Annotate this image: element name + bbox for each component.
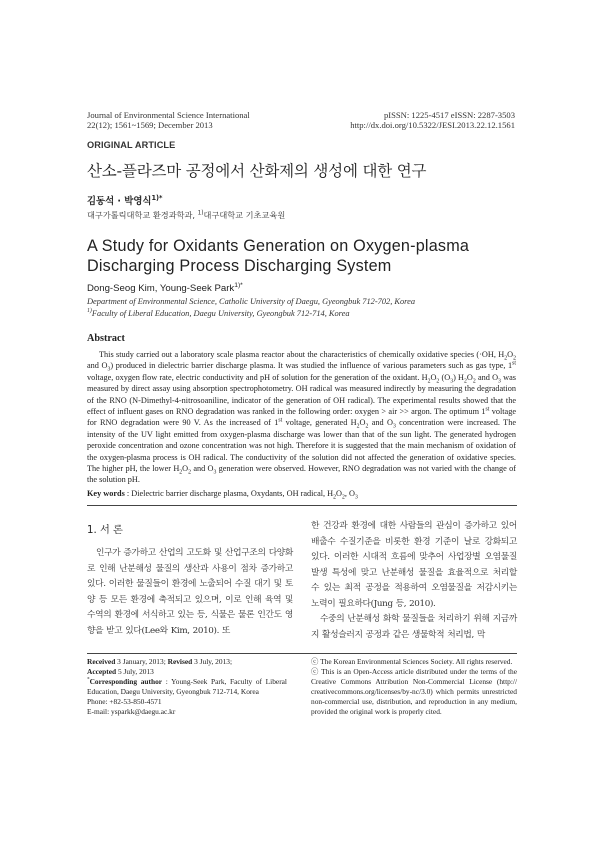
accepted-line xyxy=(87,667,287,677)
english-affiliation-1: Department of Environmental Science, Catholic University of Daegu, Gyeongbuk 712-702, Korea xyxy=(87,297,416,306)
abstract-t12: and O xyxy=(475,372,499,382)
abstract-t19: and O xyxy=(368,418,393,428)
journal-header xyxy=(87,110,327,131)
abstract-sub: 3 xyxy=(450,378,454,385)
abstract-sup: st xyxy=(278,417,283,424)
english-author-names: Dong-Seog Kim, Young-Seek Park xyxy=(87,283,235,294)
abstract-t18: O xyxy=(359,418,366,428)
journal-identifiers xyxy=(300,110,515,131)
abstract-heading: Abstract xyxy=(87,333,125,344)
received-date: 3 January, 2013; xyxy=(115,657,168,666)
keywords-text-a: Dielectric barrier discharge plasma, Oxydants, OH radical, H xyxy=(131,489,334,498)
body-right-paragraph-1: 한 건강과 환경에 대한 사람들의 관심이 증가하고 있어 배출수 수질기준을 비롯한 환경 기준이 날로 강화되고 있다. 이러한 시대적 흐름에 맞추어 사업장별 오염물질 발생 특성에 맞고 난분해성 물질을 효율적으로 처리할 수 있는 최적 공정을 적용하여 오염물질을 저감시키는 노력이 필요하다(Jung 등, 2010). xyxy=(311,521,517,609)
abstract-sub: 3 xyxy=(498,378,501,385)
corresponding-author xyxy=(87,677,287,697)
abstract-t13: was measured by direct assay using absorption spectrophotometry. OH radical was measured indirectly by measuring the degradation of the RNO (N-Dimethyl-4-nitrosoaniline, indicator of the generation of OH radical). The experimental results showed that the effect of influent gases on RNO degradation was ranked in the following order: oxygen > air >> argon. The optimum 1 xyxy=(87,372,516,417)
english-authors xyxy=(87,283,243,294)
korean-affiliation-sup: 1) xyxy=(197,210,204,217)
abstract-sub: 2 xyxy=(464,378,467,385)
keywords-text-b: O xyxy=(336,489,342,498)
abstract-sub: 2 xyxy=(356,424,360,431)
english-affiliations xyxy=(87,296,527,321)
body-right-paragraph-2: 수중의 난분해성 화학 물질들을 처리하기 위해 지금까지 활성슬러지 공정과 같은 생물학적 처리법, 막 xyxy=(311,614,517,640)
issn: pISSN: 1225-4517 eISSN: 2287-3503 xyxy=(383,110,515,120)
abstract-t22: and O xyxy=(191,464,214,474)
abstract-t11: O xyxy=(466,372,473,382)
keywords-label: Key words xyxy=(87,489,125,498)
abstract-t2: ·OH, H xyxy=(479,350,505,359)
corr-label: Corresponding author xyxy=(89,676,163,686)
revised-label: Revised xyxy=(167,657,193,666)
abstract-sub: 2 xyxy=(504,355,508,362)
footnote-divider xyxy=(87,653,517,654)
abstract-sub: 2 xyxy=(513,355,516,362)
keywords xyxy=(87,489,516,501)
phone: Phone: +82-53-850-4571 xyxy=(87,696,162,706)
journal-name: Journal of Environmental Science International xyxy=(87,110,250,120)
abstract-sub: 2 xyxy=(179,469,183,476)
abstract-t10: ) H xyxy=(453,372,465,382)
abstract-sub: 2 xyxy=(188,469,192,476)
abstract-t3: O xyxy=(507,350,514,359)
korean-affiliation xyxy=(87,210,285,221)
abstract-t20: concentration were increased. The intensity of the UV light emitted from oxygen-plasma discharge was lower than that of the sun light. The generated hydrogen peroxide concentration and ozone concentration was not high. Therefore it is suggested that the main mechanism of oxidation of the oxygen-plasma process is OH radical. The conductivity of the solution did not affected the generation of oxidative species. The higher pH, the lower H xyxy=(87,418,516,474)
accepted-label: Accepted xyxy=(87,666,117,676)
abstract-sup: st xyxy=(485,406,490,413)
abstract-t4: and O xyxy=(87,361,108,371)
english-author-sup: 1)* xyxy=(234,281,243,289)
abstract-sub: 2 xyxy=(472,378,476,385)
keywords-sep: : xyxy=(124,489,132,498)
keywords-text-c: , O xyxy=(344,489,355,498)
journal-issue: 22(12); 1561~1569; December 2013 xyxy=(87,120,213,131)
abstract-t7: voltage, oxygen flow rate, electric conductivity and pH of solution for the generation of the oxidant. H xyxy=(87,372,428,382)
keywords-sub: 2 xyxy=(342,494,345,501)
korean-author-names: 김동석 · 박영식 xyxy=(87,196,152,207)
abstract-sub: 2 xyxy=(427,378,431,385)
received-line xyxy=(87,657,287,667)
abstract-sub: 2 xyxy=(436,378,440,385)
abstract-sub: 3 xyxy=(392,424,396,431)
korean-authors xyxy=(87,193,162,207)
doi-link[interactable]: http://dx.doi.org/10.5322/JESI.2013.22.12.1561 xyxy=(350,120,515,131)
abstract-body xyxy=(87,349,516,486)
copyright: ⓒ The Korean Environmental Sciences Society. All rights reserved. xyxy=(311,657,513,666)
english-title: A Study for Oxidants Generation on Oxygen-plasma Discharging Process Discharging System xyxy=(87,237,470,275)
english-affiliation-2-text: Faculty of Liberal Education, Daegu University, Gyeongbuk 712-714, Korea xyxy=(91,309,350,319)
english-affiliation-2 xyxy=(87,308,527,320)
abstract-t17: voltage, generated H xyxy=(282,418,357,428)
keywords-sub: 2 xyxy=(333,494,337,501)
corr-text: : Young-Seek Park, Faculty of Liberal Education, Daegu University, Gyeongbuk 712-714, Korea xyxy=(87,676,287,696)
korean-affiliation-b: 대구대학교 기초교육원 xyxy=(203,210,286,220)
abstract-sup: st xyxy=(512,360,517,367)
korean-affiliation-a: 대구가톨릭대학교 환경과학과, xyxy=(87,210,198,220)
korean-title: 산소-플라즈마 공정에서 산화제의 생성에 대한 연구 xyxy=(87,162,427,180)
abstract-t23: generation were observed. However, RNO degradation was not varied with the change of the solution pH. xyxy=(87,464,516,485)
korean-author-sup: 1)* xyxy=(151,193,163,202)
abstract-divider xyxy=(87,505,517,506)
abstract-sub: 3 xyxy=(213,469,217,476)
section-heading: 1. 서 론 xyxy=(87,525,123,536)
abstract-t21: O xyxy=(182,464,189,474)
corr-sup: * xyxy=(87,676,90,683)
received-label: Received xyxy=(87,657,116,666)
footnote-left xyxy=(87,657,287,716)
abstract-t5: ) produced in dielectric barrier discharge plasma. It was studied the influence of various parameters such as gas type, 1 xyxy=(110,361,513,371)
english-affiliation-2-sup: 1) xyxy=(87,308,92,315)
abstract-sub: 2 xyxy=(365,424,369,431)
abstract-t8: O xyxy=(430,372,437,382)
body-left-paragraph: 인구가 증가하고 산업의 고도화 및 산업구조의 다양화로 인해 난분해성 물질의 생산과 사용이 점차 증가하고 있다. 이러한 물질들이 환경에 노출되어 수질 대기 및 토양 등 모든 환경에 축적되고 있으며, 이로 인해 육역 및 수역의 환경에 서식하고 있는 등, 식물은 물론 인간도 영향을 받고 있다(Lee와 Kim, 2010). 또 xyxy=(87,548,293,636)
revised-date: 3 July, 2013; xyxy=(192,657,233,666)
license: ⓒ This is an Open-Access article distributed under the terms of the Creative Commons Attribution Non-Commercial License (http:// creativecommons.org/licenses/by-nc/3.0) which permits unrestricted non-commercial use, distribution, and reproduction in any medium, provided the original work is properly cited. xyxy=(311,666,517,716)
accepted-date: 5 July, 2013 xyxy=(116,666,154,676)
footnote-right xyxy=(311,657,517,716)
article-type: ORIGINAL ARTICLE xyxy=(87,140,176,150)
abstract-t1: This study carried out a laboratory scale plasma reactor about the characteristics of chemically oxidative species ( xyxy=(99,350,480,359)
keywords-sub: 3 xyxy=(354,494,358,501)
email-link[interactable]: E-mail: ysparkk@daegu.ac.kr xyxy=(87,706,176,716)
abstract-sub: 3 xyxy=(107,367,111,374)
abstract-t8b: (O xyxy=(439,372,451,382)
abstract-t15: voltage for RNO degradation were 90 V. As the increased of 1 xyxy=(87,407,516,428)
